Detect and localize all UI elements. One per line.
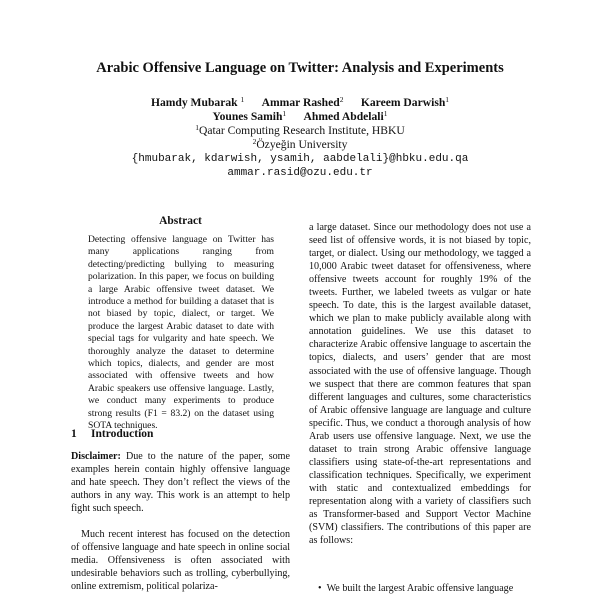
disclaimer-label: Disclaimer:	[71, 451, 121, 462]
author-affiliation-mark: 1	[282, 109, 287, 118]
right-column-text	[309, 221, 531, 547]
author-name: Hamdy Mubarak	[150, 96, 238, 109]
author-line-2	[0, 110, 600, 124]
intro-text: Much recent interest has focused on the detection of offensive language and hate speech in online social media. Offensiveness is often associated with undesirable behaviors such as trolling, cyberbullying, online extremism, political polariza-	[71, 529, 290, 593]
affiliation-mark: 2	[252, 137, 257, 146]
abstract-text: Detecting offensive language on Twitter has many applications ranging from detecting/predicting bullying to measuring polarization. In this paper, we focus on building a large Arabic offensive tweet dataset. We introduce a method for building a dataset that is not biased by topic, dialect, or target. We produce the largest Arabic dataset to date with special tags for vulgarity and hate speech. We thoroughly analyze the dataset to determine which topics, dialects, and gender are most associated with offensive tweets and how Arabic speakers use offensive language. Lastly, we conduct many experiments to produce strong results (F1 = 83.2) on the dataset using SOTA techniques.	[88, 234, 274, 432]
author-name: Kareem Darwish	[360, 96, 446, 109]
author-line-1	[0, 96, 600, 110]
abstract-heading: Abstract	[159, 215, 202, 227]
right-column-paragraph: a large dataset. Since our methodology does not use a seed list of offensive words, it is not biased by topic, target, or dialect. Using our methodology, we tagged a 10,000 Arabic tweet dataset for offensiveness, where offensive tweets account for roughly 19% of the tweets. Further, we labeled tweets as vulgar or hate speech. To date, this is the largest available dataset, which we plan to make publicly available along with annotation guidelines. We use this dataset to characterize Arabic offensive language to ascertain the topics, dialects, and users’ gender that are most associated with the use of offensive language. Though we suspect that there are common features that span different languages and cultures, some characteristics of Arabic offensive language are language and culture specific. Thus, we conduct a thorough analysis of how Arab users use offensive language. Next, we use the dataset to train strong Arabic offensive language classifiers using state-of-the-art representations and classification techniques. Specifically, we experiment with static and contextualized embeddings for representation along with a variety of classifiers such as Transformer-based and Support Vector Machine (SVM) classifiers. The contributions of this paper are as follows:	[309, 222, 531, 547]
author-affiliation-mark: 1	[383, 109, 388, 118]
author-name: Ahmed Abdelali	[303, 110, 384, 123]
affiliation-text: Özyeğin University	[256, 138, 348, 151]
author-affiliation-mark: 1	[445, 95, 450, 104]
section-number: 1	[71, 428, 77, 440]
bullet-text: We built the largest Arabic offensive language	[326, 583, 514, 594]
section-title: Introduction	[91, 428, 154, 440]
affiliation-1	[0, 124, 600, 138]
affiliation-2	[0, 138, 600, 152]
affiliation-mark: 1	[195, 123, 199, 132]
section-heading	[71, 428, 153, 440]
disclaimer-paragraph	[71, 450, 290, 515]
paper-title: Arabic Offensive Language on Twitter: Analysis and Experiments	[96, 60, 504, 76]
email-line-1: {hmubarak, kdarwish, ysamih, aabdelali}@hbku.edu.qa	[131, 153, 469, 165]
bullet-icon: •	[318, 583, 327, 594]
author-affiliation-mark: 1	[240, 95, 245, 104]
intro-paragraph	[71, 528, 290, 593]
disclaimer-text: Due to the nature of the paper, some examples herein contain highly offensive language and hate speech. They don’t reflect the views of the authors in any way. This work is an attempt to help fight such speech.	[71, 451, 290, 515]
author-name: Younes Samih	[212, 110, 283, 123]
author-affiliation-mark: 2	[339, 95, 344, 104]
author-name: Ammar Rashed	[261, 96, 340, 109]
contribution-bullet	[318, 583, 513, 594]
email-line-2: ammar.rasid@ozu.edu.tr	[227, 167, 373, 179]
affiliation-text: Qatar Computing Research Institute, HBKU	[199, 124, 405, 137]
